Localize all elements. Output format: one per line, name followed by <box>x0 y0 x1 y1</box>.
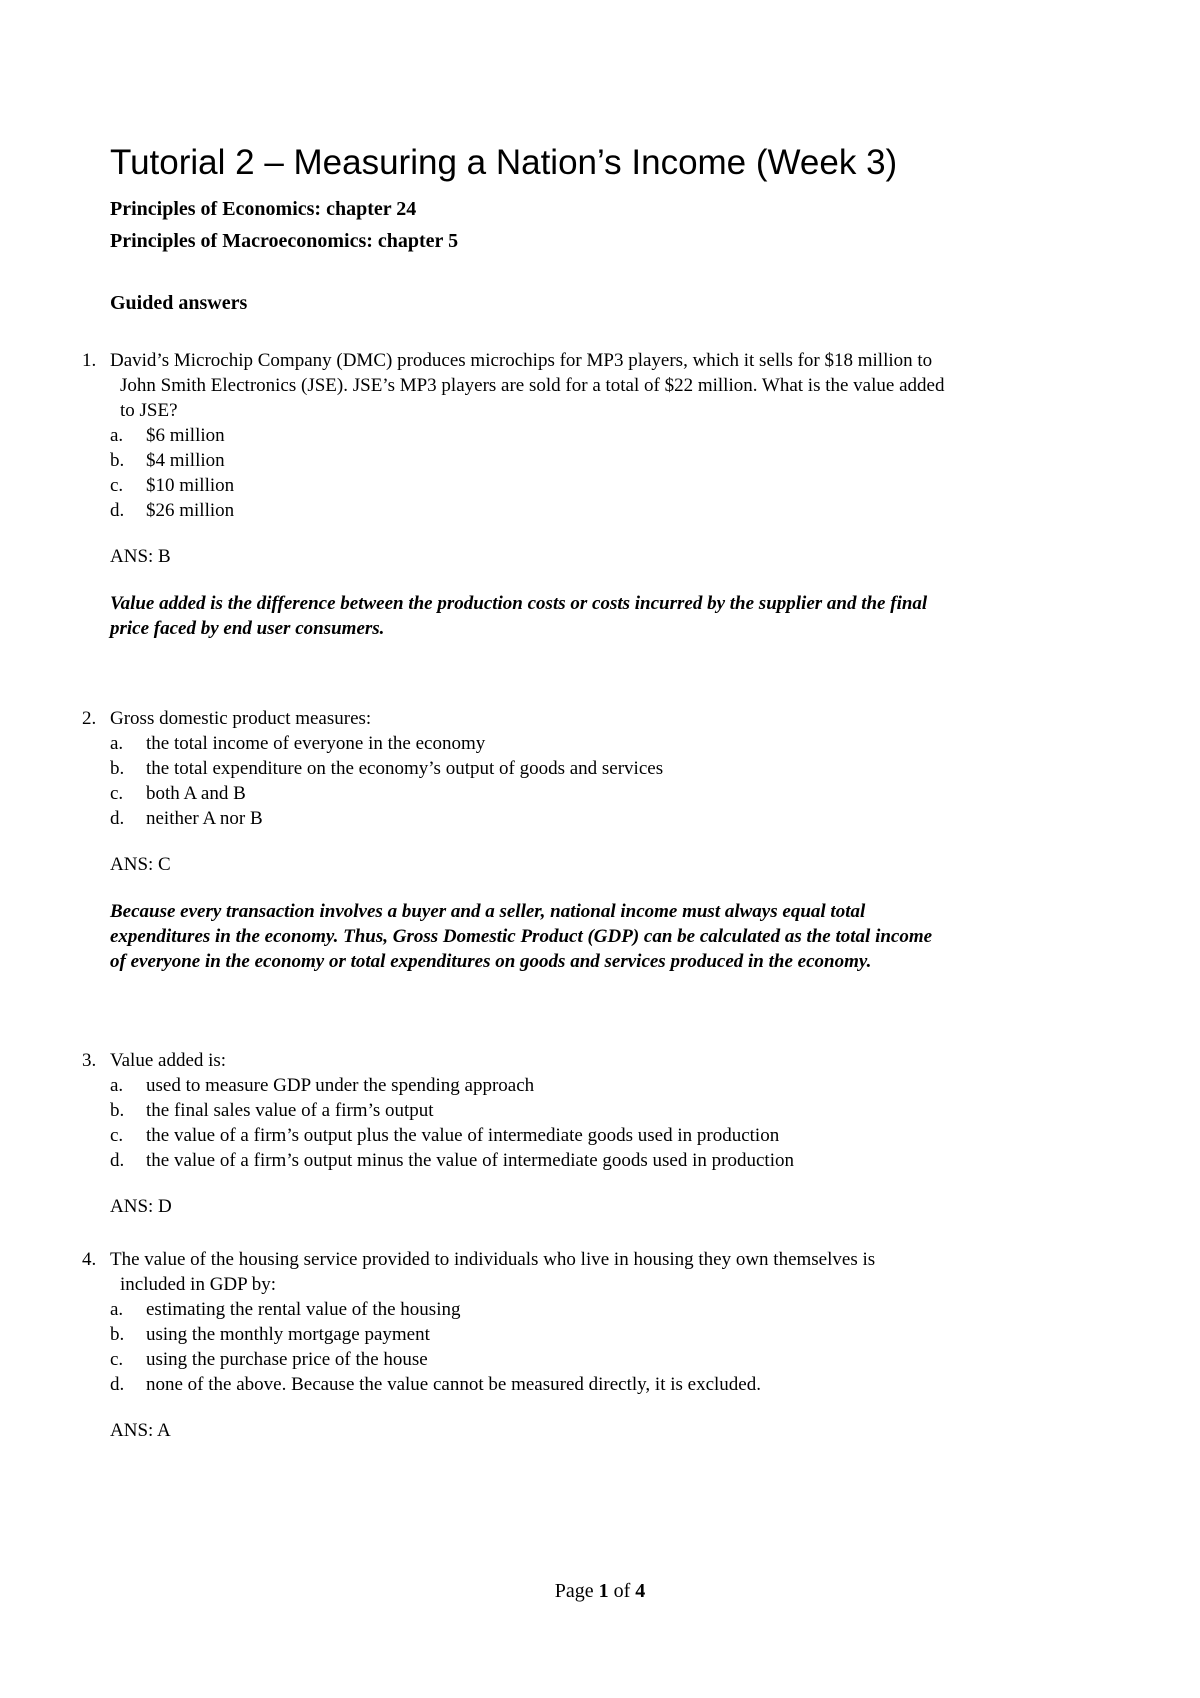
option-c <box>110 1123 1110 1148</box>
section-heading: Guided answers <box>110 292 248 314</box>
explanation-line: of everyone in the economy or total expenditures on goods and services produced in the economy. <box>110 951 872 972</box>
option-d <box>110 1372 1110 1397</box>
question-body <box>110 348 1110 641</box>
option-letter: c. <box>110 1125 124 1146</box>
option-letter: d. <box>110 808 125 829</box>
option-text: none of the above. Because the value cannot be measured directly, it is excluded. <box>146 1374 761 1395</box>
option-text: $26 million <box>146 500 235 521</box>
option-b <box>110 1098 1110 1123</box>
question-body <box>110 1048 1110 1219</box>
option-c <box>110 1347 1110 1372</box>
answer-explanation <box>110 591 1090 641</box>
option-text: $4 million <box>146 450 225 471</box>
option-text: the value of a firm’s output minus the value of intermediate goods used in production <box>146 1150 794 1171</box>
option-letter: a. <box>110 1299 124 1320</box>
option-b <box>110 756 1110 781</box>
question-stem-line: included in GDP by: <box>120 1274 277 1295</box>
question-number: 1. <box>82 350 97 371</box>
option-text: the total income of everyone in the economy <box>146 733 486 754</box>
answer-label: ANS: C <box>110 854 171 875</box>
option-b <box>110 448 1110 473</box>
answer-label: ANS: A <box>110 1420 171 1441</box>
option-d <box>110 498 1110 523</box>
option-text: estimating the rental value of the housing <box>146 1299 461 1320</box>
option-letter: a. <box>110 733 124 754</box>
question-number: 3. <box>82 1050 97 1071</box>
option-letter: d. <box>110 1150 125 1171</box>
explanation-line: expenditures in the economy. Thus, Gross Domestic Product (GDP) can be calculated as the total income <box>110 926 933 947</box>
option-text: using the purchase price of the house <box>146 1349 428 1370</box>
option-letter: a. <box>110 1075 124 1096</box>
option-c <box>110 781 1110 806</box>
explanation-line: Value added is the difference between the production costs or costs incurred by the supplier and the final <box>110 593 928 614</box>
question-stem: Value added is: <box>110 1050 227 1071</box>
page-separator: of <box>613 1580 631 1602</box>
page-prefix: Page <box>554 1580 594 1602</box>
page-title: Tutorial 2 – Measuring a Nation’s Income (Week 3) <box>110 143 898 182</box>
current-page-number: 1 <box>598 1580 609 1602</box>
answer-label: ANS: D <box>110 1196 172 1217</box>
subtitle-economics: Principles of Economics: chapter 24 <box>110 198 417 220</box>
question-number: 4. <box>82 1249 97 1270</box>
option-text: $10 million <box>146 475 235 496</box>
option-d <box>110 806 1110 831</box>
option-letter: b. <box>110 1324 125 1345</box>
total-pages-number: 4 <box>635 1580 646 1602</box>
answer-explanation <box>110 899 1090 974</box>
option-text: the total expenditure on the economy’s output of goods and services <box>146 758 664 779</box>
option-text: both A and B <box>146 783 246 804</box>
option-c <box>110 473 1110 498</box>
option-a <box>110 731 1110 756</box>
question-stem-line: to JSE? <box>120 400 178 421</box>
answer-label: ANS: B <box>110 546 171 567</box>
option-letter: c. <box>110 783 124 804</box>
option-letter: c. <box>110 475 124 496</box>
option-text: $6 million <box>146 425 225 446</box>
page-footer <box>0 1578 1200 1604</box>
option-letter: c. <box>110 1349 124 1370</box>
option-letter: b. <box>110 1100 125 1121</box>
option-b <box>110 1322 1110 1347</box>
subtitle-macroeconomics: Principles of Macroeconomics: chapter 5 <box>110 230 459 252</box>
question-body <box>110 706 1110 974</box>
question-stem: David’s Microchip Company (DMC) produces microchips for MP3 players, which it sells for $18 million to <box>110 350 933 371</box>
option-letter: b. <box>110 758 125 779</box>
option-text: the final sales value of a firm’s output <box>146 1100 434 1121</box>
option-letter: b. <box>110 450 125 471</box>
option-letter: d. <box>110 500 125 521</box>
option-letter: a. <box>110 425 124 446</box>
option-a <box>110 1073 1110 1098</box>
question-number: 2. <box>82 708 97 729</box>
option-a <box>110 423 1110 448</box>
question-stem-line: John Smith Electronics (JSE). JSE’s MP3 players are sold for a total of $22 million. What is the value added <box>120 375 945 396</box>
option-text: using the monthly mortgage payment <box>146 1324 430 1345</box>
option-text: used to measure GDP under the spending approach <box>146 1075 535 1096</box>
option-text: neither A nor B <box>146 808 263 829</box>
explanation-line: price faced by end user consumers. <box>110 618 385 639</box>
question-body <box>110 1247 1110 1443</box>
option-d <box>110 1148 1110 1173</box>
question-stem: The value of the housing service provided to individuals who live in housing they own themselves is <box>110 1249 876 1270</box>
option-text: the value of a firm’s output plus the value of intermediate goods used in production <box>146 1125 780 1146</box>
question-stem: Gross domestic product measures: <box>110 708 372 729</box>
option-letter: d. <box>110 1374 125 1395</box>
option-a <box>110 1297 1110 1322</box>
explanation-line: Because every transaction involves a buyer and a seller, national income must always equal total <box>110 901 866 922</box>
